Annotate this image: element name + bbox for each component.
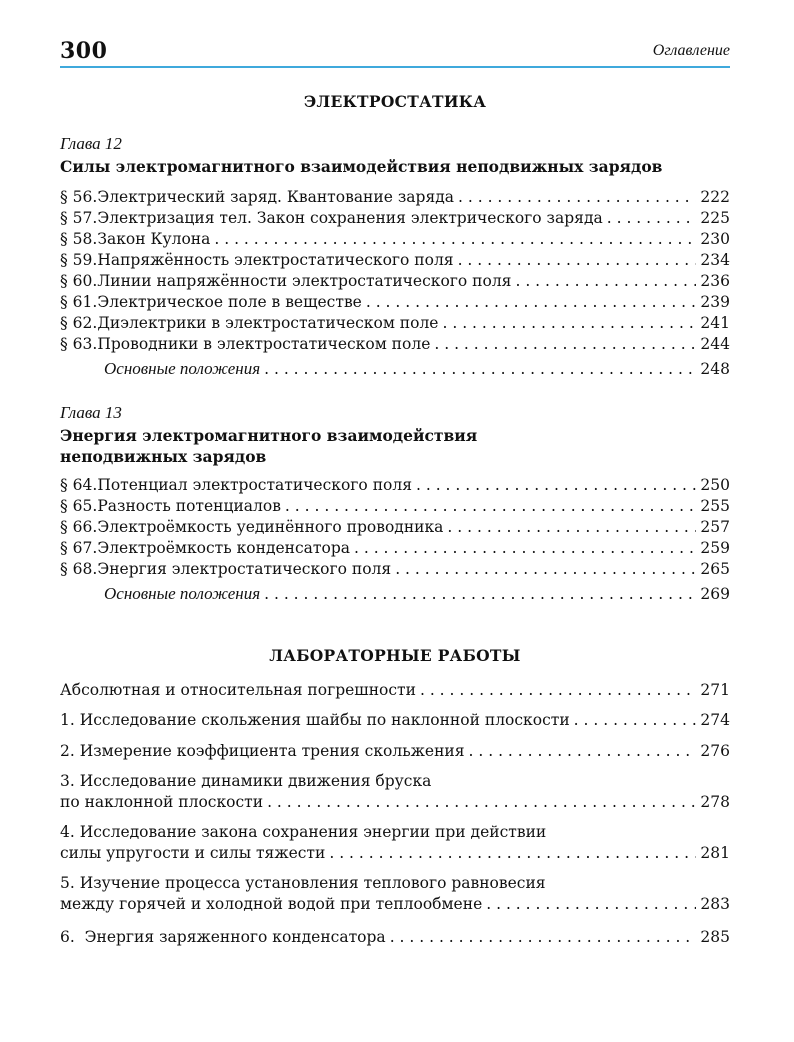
entry-page: 225 [700,209,730,227]
section-number: § 59. [60,251,98,269]
dot-leader [390,928,697,946]
section-number: § 57. [60,209,98,227]
toc-entry-lab[interactable] [60,928,730,949]
entry-title: Напряжённость электростатического поля [97,251,454,269]
dot-leader [329,844,696,862]
lab-4-title-line1[interactable]: 4. Исследование закона сохранения энергии при действии [60,823,547,841]
entry-page: 230 [700,230,730,248]
entry-title: 1. Исследование скольжения шайбы по наклонной плоскости [60,711,570,729]
section-number: § 62. [60,314,98,332]
entry-page: 283 [700,895,730,913]
toc-entry[interactable] [60,539,730,560]
toc-entry-summary[interactable] [60,584,730,605]
section-number: § 66. [60,518,98,536]
toc-entry[interactable] [60,293,730,314]
entry-title: Энергия электростатического поля [97,560,392,578]
toc-entry[interactable] [60,335,730,356]
dot-leader [420,681,696,699]
dot-leader [469,742,697,760]
section-number: § 67. [60,539,98,557]
entry-page: 255 [700,497,730,515]
toc-entry[interactable] [60,230,730,251]
entry-title: между горячей и холодной водой при теплообмене [60,895,483,913]
entry-page: 278 [700,793,730,811]
chapter-13-label: Глава 13 [60,403,122,422]
dot-leader [515,272,696,290]
entry-page: 276 [700,742,730,760]
lab-5-title-line1[interactable]: 5. Изучение процесса установления теплового равновесия [60,874,546,892]
entry-title: Закон Кулона [97,230,211,248]
entry-page: 248 [700,360,730,378]
entry-page: 241 [700,314,730,332]
toc-entry-lab[interactable] [60,681,730,702]
dot-leader [354,539,696,557]
entry-page: 236 [700,272,730,290]
section-number: § 56. [60,188,98,206]
toc-entry-lab[interactable] [60,793,730,814]
entry-title: Электрический заряд. Квантование заряда [97,188,455,206]
toc-entry-lab[interactable] [60,711,730,732]
section-number: § 64. [60,476,98,494]
entry-title: Основные положения [104,359,261,378]
dot-leader [442,314,696,332]
dot-leader [264,360,696,378]
entry-title: Электризация тел. Закон сохранения электрического заряда [97,209,603,227]
lab-3-title-line1[interactable]: 3. Исследование динамики движения бруска [60,772,432,790]
entry-title: Электрическое поле в веществе [97,293,362,311]
dot-leader [458,188,696,206]
dot-leader [395,560,696,578]
toc-entry[interactable] [60,476,730,497]
entry-page: 269 [700,585,730,603]
dot-leader [458,251,697,269]
chapter-12-title: Силы электромагнитного взаимодействия неподвижных зарядов [60,157,663,176]
toc-entry[interactable] [60,314,730,335]
entry-title: Проводники в электростатическом поле [97,335,431,353]
entry-title: 2. Измерение коэффициента трения скольжения [60,742,465,760]
dot-leader [486,895,696,913]
toc-entry[interactable] [60,188,730,209]
dot-leader [447,518,696,536]
dot-leader [285,497,696,515]
toc-entry[interactable] [60,560,730,581]
entry-title: Разность потенциалов [97,497,281,515]
entry-title: Абсолютная и относительная погрешности [60,681,416,699]
entry-page: 234 [700,251,730,269]
entry-page: 259 [700,539,730,557]
section-number: § 68. [60,560,98,578]
chapter-12-label: Глава 12 [60,134,122,153]
entry-page: 239 [700,293,730,311]
page-number: 300 [60,38,108,64]
entry-page: 250 [700,476,730,494]
dot-leader [607,209,697,227]
page-header [60,36,730,68]
chapter-13-title-line2: неподвижных зарядов [60,447,267,466]
entry-title: Основные положения [104,584,261,603]
entry-page: 281 [700,844,730,862]
section-number: § 65. [60,497,98,515]
dot-leader [434,335,696,353]
section-number: § 60. [60,272,98,290]
dot-leader [214,230,696,248]
entry-title: Диэлектрики в электростатическом поле [97,314,439,332]
entry-page: 257 [700,518,730,536]
dot-leader [574,711,697,729]
dot-leader [267,793,696,811]
entry-title: Электроёмкость конденсатора [97,539,350,557]
entry-page: 244 [700,335,730,353]
dot-leader [416,476,696,494]
running-title: Оглавление [652,42,730,59]
section-number: § 63. [60,335,98,353]
entry-page: 285 [700,928,730,946]
chapter-13-title-line1: Энергия электромагнитного взаимодействия [60,426,478,445]
dot-leader [264,585,696,603]
toc-entry-summary[interactable] [60,359,730,380]
entry-title: Электроёмкость уединённого проводника [97,518,444,536]
toc-entry[interactable] [60,209,730,230]
entry-title: Линии напряжённости электростатического поля [97,272,512,290]
entry-page: 222 [700,188,730,206]
entry-page: 265 [700,560,730,578]
toc-entry-lab[interactable] [60,844,730,865]
toc-entry[interactable] [60,518,730,539]
toc-entry-lab[interactable] [60,742,730,763]
toc-entry[interactable] [60,251,730,272]
toc-entry-lab[interactable] [60,895,730,916]
section-title-electrostatics: ЭЛЕКТРОСТАТИКА [303,92,487,111]
entry-page: 274 [700,711,730,729]
entry-title: по наклонной плоскости [60,793,264,811]
entry-page: 271 [700,681,730,699]
entry-title: 6. Энергия заряженного конденсатора [60,928,386,946]
dot-leader [366,293,697,311]
section-number: § 61. [60,293,98,311]
toc-entry[interactable] [60,497,730,518]
entry-title: силы упругости и силы тяжести [60,844,326,862]
section-title-labs: ЛАБОРАТОРНЫЕ РАБОТЫ [269,646,521,665]
entry-title: Потенциал электростатического поля [97,476,412,494]
section-number: § 58. [60,230,98,248]
toc-entry[interactable] [60,272,730,293]
